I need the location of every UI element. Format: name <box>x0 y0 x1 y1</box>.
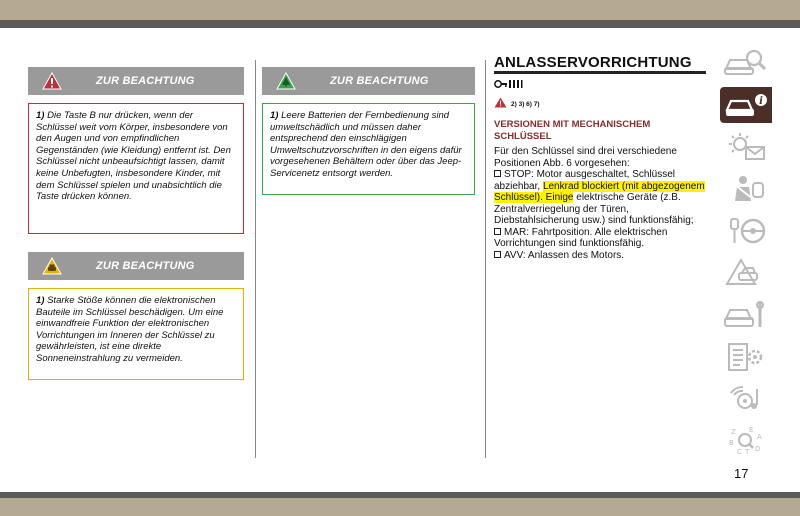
column-divider-1 <box>255 60 256 458</box>
list-item-avv: AVV: Anlassen des Motors. <box>494 250 708 262</box>
checkbox-square-icon <box>494 228 501 235</box>
warning-light-icon <box>723 131 769 163</box>
document-gear-icon <box>723 341 769 373</box>
car-info-icon <box>723 90 769 120</box>
svg-text:T: T <box>745 448 750 456</box>
tab-safety[interactable] <box>720 171 772 207</box>
warning-num-2: 1) <box>36 295 45 306</box>
warning-num-3: 1) <box>270 110 279 121</box>
tab-maintenance[interactable] <box>720 297 772 333</box>
refs-row <box>494 95 540 113</box>
warning-title-1: ZUR BEACHTUNG <box>96 75 195 87</box>
bottom-band <box>0 492 800 516</box>
checkbox-square-icon <box>494 251 501 258</box>
svg-text:i: i <box>759 96 763 107</box>
multimedia-icon <box>723 383 769 415</box>
tab-car-search[interactable] <box>720 45 772 81</box>
warning-title-2: ZUR BEACHTUNG <box>96 260 195 272</box>
refs-text: 2) 3) 6) 7) <box>511 100 540 108</box>
svg-text:C: C <box>737 448 742 456</box>
car-emergency-icon <box>723 257 769 289</box>
tab-car-info[interactable] <box>720 87 772 123</box>
warning-header-3 <box>262 67 475 95</box>
warning-text-2: Starke Stöße können die elektronischen Bauteile im Schlüssel beschädigen. Um eine einwandfreie Funktion der elektronischen Vorrichtungen im Inneren der Schlüssel zu gewährleisten, ist eine direkte Sonneneinstrahlung zu vermeiden. <box>36 295 224 364</box>
list-item-mar: MAR: Fahrtposition. Alle elektrischen Vorrichtungen sind funktionsfähig. <box>494 226 668 249</box>
tab-lights-messages[interactable] <box>720 129 772 165</box>
highlighted-text: Lenkrad blockiert (mit abgezogenem Schlüssel). Einige <box>494 180 705 203</box>
top-band <box>0 0 800 22</box>
key-steering-wheel-icon <box>723 215 769 247</box>
section-body <box>494 146 708 261</box>
page-number: 17 <box>734 466 749 481</box>
safety-person-icon <box>723 173 769 205</box>
tab-technical-data[interactable] <box>720 339 772 375</box>
intro-paragraph: Für den Schlüssel sind drei verschiedene Positionen Abb. 6 vorgesehen: <box>494 146 677 169</box>
warning-title-3: ZUR BEACHTUNG <box>330 75 429 87</box>
tab-starting-driving[interactable] <box>720 213 772 249</box>
warning-box-3 <box>262 103 475 195</box>
column-divider-2 <box>485 60 486 458</box>
tab-index[interactable] <box>720 423 772 459</box>
warning-text-3: Leere Batterien der Fernbedienung sind umweltschädlich und müssen daher entsprechend den einschlägigen Umweltschutzvorschriften in den eigens dafür vorgesehenen Behältern oder über das Jeep-Servicenetz entsorgt werden. <box>270 110 462 179</box>
svg-text:D: D <box>755 445 761 453</box>
svg-text:A: A <box>757 433 762 441</box>
warning-header-1 <box>28 67 244 95</box>
car-search-icon <box>723 47 769 79</box>
warning-num-1: 1) <box>36 110 45 121</box>
svg-text:Z: Z <box>731 428 736 436</box>
warning-triangle-icon <box>494 95 507 113</box>
warning-header-2 <box>28 252 244 280</box>
warning-box-1 <box>28 103 244 234</box>
checkbox-square-icon <box>494 170 501 177</box>
warning-box-2 <box>28 288 244 380</box>
tab-emergency[interactable] <box>720 255 772 291</box>
subsection-title: VERSIONEN MIT MECHANISCHEM SCHLÜSSEL <box>494 119 651 142</box>
key-symbol-icon <box>494 77 524 95</box>
svg-text:E: E <box>749 426 754 434</box>
section-title-rule <box>494 71 706 74</box>
car-caution-icon <box>38 252 66 280</box>
section-title: ANLASSERVORRICHTUNG <box>494 54 692 71</box>
environment-icon <box>272 67 300 95</box>
list-item-stop: STOP: Motor ausgeschaltet, Schlüssel abziehbar, Lenkrad blockiert (mit abgezogenem Schlüssel). Einige elektrische Geräte (z.B. Zentralverriegelung der Türen, Diebstahlsicherung usw.) sind funktionsfähig; <box>494 169 705 226</box>
warning-text-1: Die Taste B nur drücken, wenn der Schlüssel weit vom Körper, insbesondere von den Augen und von empfindlichen Gegenständen (wie Kleidung) entfernt ist. Den Schlüssel nicht unbeaufsichtigt lassen, damit keine Unbefugten, insbesondere Kinder, mit dem Schlüssel spielen und unabsichtlich die Taste drücken können. <box>36 110 231 203</box>
warning-triangle-icon <box>38 67 66 95</box>
svg-text:B: B <box>729 439 734 447</box>
car-wrench-icon <box>723 299 769 331</box>
tab-multimedia[interactable] <box>720 381 772 417</box>
alphabet-index-icon <box>723 425 769 457</box>
